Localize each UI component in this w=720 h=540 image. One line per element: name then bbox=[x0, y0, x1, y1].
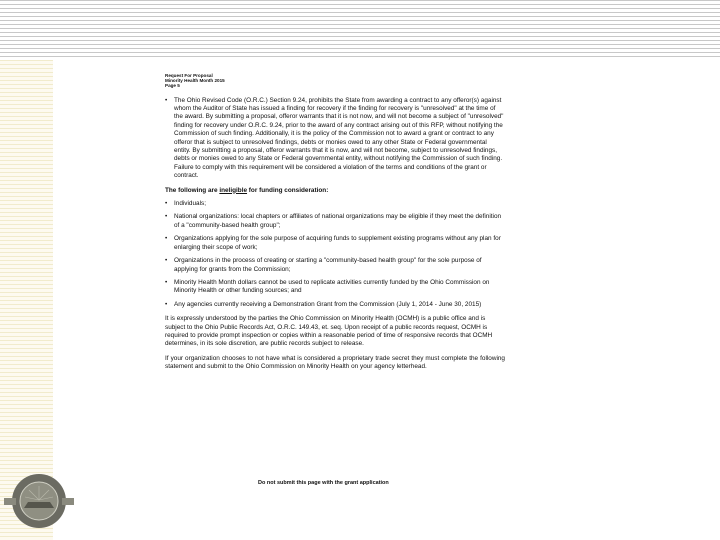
heading-text: for funding consideration: bbox=[247, 186, 329, 194]
orc-bullet: • The Ohio Revised Code (O.R.C.) Section 9.24, prohibits the State from awarding a contract to any offeror(s) against whom the Auditor of State has issued a finding for recovery if the finding for recovery is "unresolved" at the time of the award. By submitting a proposal, offeror warrants that it is not now, and will not become a subject of "unresolved" finding for recovery under O.R.C. 9.24, prior to the award of any contract arising out of this RFP, without notifying the Commission of such finding. Additionally, it is the policy of the Commission not to award a grant or contract to any offeror that is subject to unresolved findings, debts or monies owed to any other State or Federal governmental entity. By submitting a proposal, offeror warrants that it is now, and will not become, subject to unresolved findings, debts or monies owed to any State or Federal governmental entity, without notifying the Commission of such finding. Failure to comply with this requirement will be considered a violation of the terms and conditions of the grant or contract. bbox=[165, 97, 505, 181]
ocmh-seal-logo bbox=[4, 472, 74, 530]
header-line: Page 5 bbox=[165, 83, 180, 89]
ineligible-list bbox=[165, 200, 505, 309]
list-item: • Individuals; bbox=[165, 200, 505, 208]
ineligible-heading bbox=[165, 187, 505, 195]
list-item: • National organizations: local chapters or affiliates of national organizations may be eligible if they meet the definition of a "community-based health group"; bbox=[165, 213, 505, 230]
footer-note: Do not submit this page with the grant application bbox=[258, 480, 389, 486]
heading-emphasis: ineligible bbox=[219, 186, 248, 194]
document-header bbox=[165, 73, 505, 89]
list-item: • Organizations applying for the sole purpose of acquiring funds to supplement existing programs without any plan for enlarging their scope of work; bbox=[165, 235, 505, 252]
list-item: • Organizations in the process of creating or starting a "community-based health group" for the sole purpose of applying for grants from the Commission; bbox=[165, 257, 505, 274]
document-page bbox=[165, 73, 505, 372]
top-stripes-decoration bbox=[0, 0, 720, 58]
heading-text: The following are bbox=[165, 186, 220, 194]
left-stripes-decoration bbox=[0, 60, 53, 540]
list-item: • Minority Health Month dollars cannot be used to replicate activities currently funded by the Ohio Commission on Minority Health or other funding sources; and bbox=[165, 279, 505, 296]
list-item: • Any agencies currently receiving a Demonstration Grant from the Commission (July 1, 2014 - June 30, 2015) bbox=[165, 301, 505, 309]
public-records-paragraph: It is expressly understood by the parties the Ohio Commission on Minority Health (OCMH) is a public office and is subject to the Ohio Public Records Act, O.R.C. 149.43, et. seq. Upon receipt of a public records request, OCMH is required to provide prompt inspection or copies within a reasonable period of time of responsive records that OCMH determines, in its sole discretion, are public records subject to release. bbox=[165, 315, 493, 348]
header-line: Minority Health Month 2015 bbox=[165, 78, 225, 84]
proprietary-paragraph: If your organization chooses to not have what is considered a proprietary trade secret they must complete the following statement and submit to the Ohio Commission on Minority Health on your agency letterhead. bbox=[165, 354, 505, 371]
header-line: Request For Proposal bbox=[165, 73, 213, 78]
